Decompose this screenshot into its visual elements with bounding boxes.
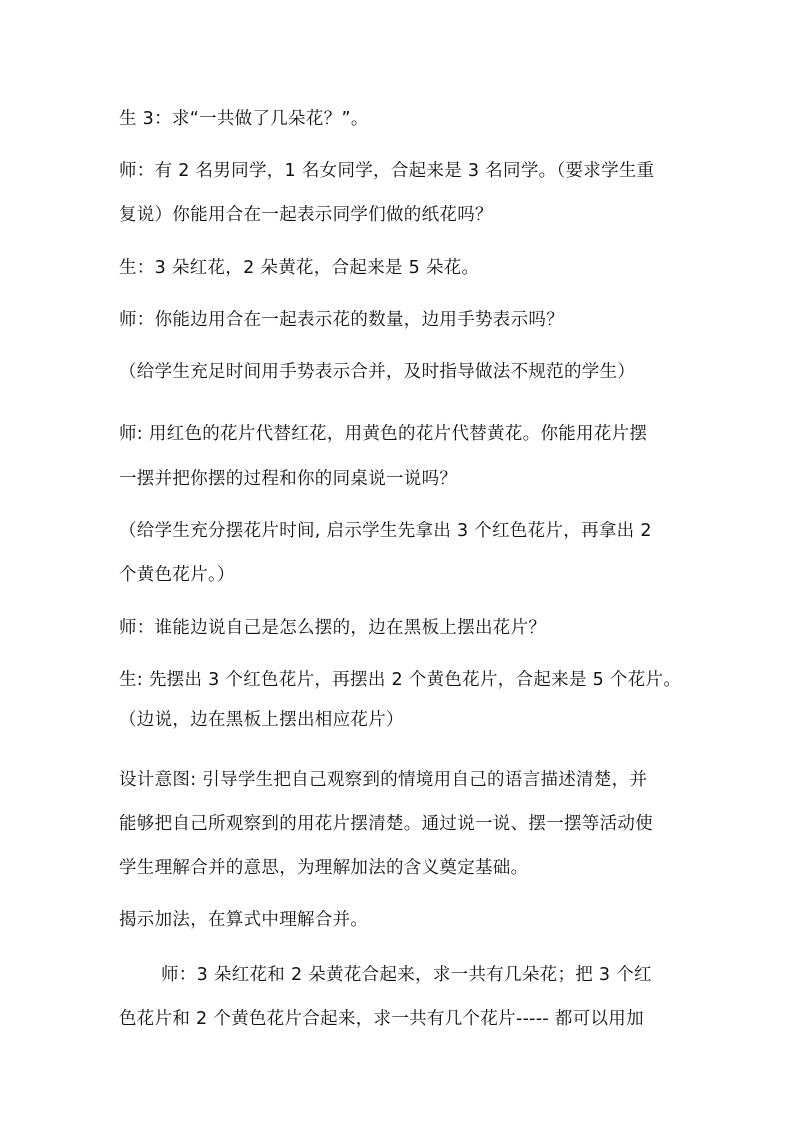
text-line: 能够把自己所观察到的用花片摆清楚。通过说一说、摆一摆等活动使	[119, 814, 653, 834]
text-line: 生: 先摆出 3 个红色花片，再摆出 2 个黄色花片，合起来是 5 个花片。	[119, 670, 682, 690]
text-line: 师: 用红色的花片代替红花，用黄色的花片代替黄花。你能用花片摆	[119, 424, 648, 444]
text-line: 揭示加法，在算式中理解合并。	[119, 910, 369, 930]
text-line: 师：3 朵红花和 2 朵黄花合起来，求一共有几朵花；把 3 个红	[161, 965, 652, 985]
text-line: 复说）你能用合在一起表示同学们做的纸花吗？	[119, 205, 493, 225]
text-line: 生：3 朵红花，2 朵黄花，合起来是 5 朵花。	[119, 258, 480, 278]
text-line: 色花片和 2 个黄色花片合起来，求一共有几个花片----- 都可以用加	[119, 1009, 644, 1029]
text-line: （边说，边在黑板上摆出相应花片）	[119, 710, 404, 730]
text-line: 师：谁能边说自己是怎么摆的，边在黑板上摆出花片？	[119, 618, 547, 638]
text-line: 师：你能边用合在一起表示花的数量，边用手势表示吗？	[119, 310, 564, 330]
text-line: 设计意图: 引导学生把自己观察到的情境用自己的语言描述清楚，并	[119, 770, 648, 790]
text-line: 师：有 2 名男同学，1 名女同学，合起来是 3 名同学。（要求学生重	[119, 161, 655, 181]
text-line: 一摆并把你摆的过程和你的同桌说一说吗？	[119, 469, 458, 489]
text-line: 生 3：求“一共做了几朵花？”。	[119, 109, 369, 129]
text-line: （给学生充足时间用手势表示合并，及时指导做法不规范的学生）	[119, 362, 636, 382]
text-line: 个黄色花片。）	[119, 565, 235, 585]
text-line: （给学生充分摆花片时间, 启示学生先拿出 3 个红色花片，再拿出 2	[119, 521, 652, 541]
text-line: 学生理解合并的意思，为理解加法的含义奠定基础。	[119, 858, 529, 878]
